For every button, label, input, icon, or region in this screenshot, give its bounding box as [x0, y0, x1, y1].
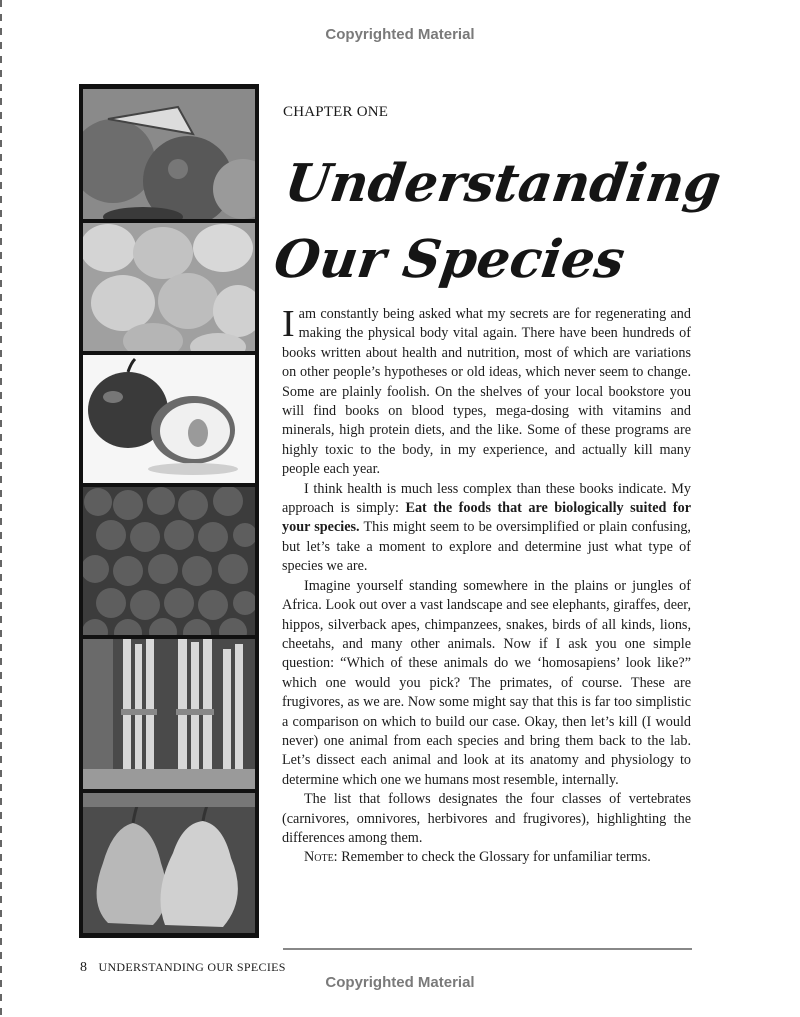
paragraph-2-text-a: I think health is much less complex than these books indicate. My approach is simply: [282, 480, 691, 517]
paragraph-5 [282, 848, 691, 867]
copyright-footer: Copyrighted Material [325, 974, 475, 991]
note-text: Remember to check the Glossary for unfamiliar terms. [337, 849, 651, 866]
running-head: UNDERSTANDING OUR SPECIES [98, 960, 286, 974]
lemons-oranges-photo [83, 89, 255, 219]
paragraph-3: Imagine yourself standing somewhere in the plains or jungles of Africa. Look out over a vast landscape and see elephants, giraffes, deer, hippos, silverback apes, chimpanzees, snakes, birds of all kinds, lions, cheetahs, and many other animals. Now if I ask you one simple question: “Which of these animals do we ‘homosapiens’ look like?” which one would you pick? The primates, of course. These are frugivores, as we are. Now some might say that this is far too simplistic a comparison on which to build our case. Okay, then let’s kill (I would never) one animal from each species and bring them back to the lab. Let’s dissect each animal and look at its anatomy and physiology to determine which one we humans most resemble, internally. [282, 577, 691, 788]
drop-cap: I [282, 303, 295, 345]
paragraph-2-text-b: This might seem to be oversimplified or plain confusing, but let’s take a moment to explore and determine just what type of species we are. [282, 519, 691, 575]
footer-rule [283, 948, 692, 950]
chapter-title-line1: Understanding [281, 153, 725, 214]
note-label: Note: [304, 849, 338, 866]
chapter-label: CHAPTER ONE [283, 104, 389, 120]
strawberries-photo [83, 487, 255, 635]
copyright-header: Copyrighted Material [325, 26, 475, 43]
emphasis-phrase: Eat the foods that are biologically suited for your species. [282, 500, 691, 536]
chapter-title-line2: Our Species [270, 229, 629, 290]
paragraph-1 [282, 305, 691, 480]
paragraph-2 [282, 480, 691, 577]
page-edge-dashes [0, 0, 2, 1017]
garlic-photo [83, 223, 255, 351]
body-text [282, 305, 691, 868]
pears-photo [83, 793, 255, 933]
green-onions-photo [83, 639, 255, 789]
page-number: 8 [80, 960, 87, 975]
chapter-title [269, 146, 725, 298]
paragraph-1-text: am constantly being asked what my secrets are for regenerating and making the physical body vital again. There have been hundreds of books written about health and nutrition, most of which are variations on other people’s hypotheses or old ideas, which never seem to change. Some are plainly foolish. On the shelves of your local bookstore you will find books on blood types, mega-dosing with vitamins and minerals, high protein diets, and the like. Some of these programs are highly toxic to the body, in my experience, and actually kill many people each year. [282, 306, 691, 478]
apple-photo [83, 355, 255, 483]
paragraph-4: The list that follows designates the four classes of vertebrates (carnivores, omnivores, herbivores and frugivores), highlighting the differences among them. [282, 791, 691, 846]
photo-strip [79, 84, 259, 938]
